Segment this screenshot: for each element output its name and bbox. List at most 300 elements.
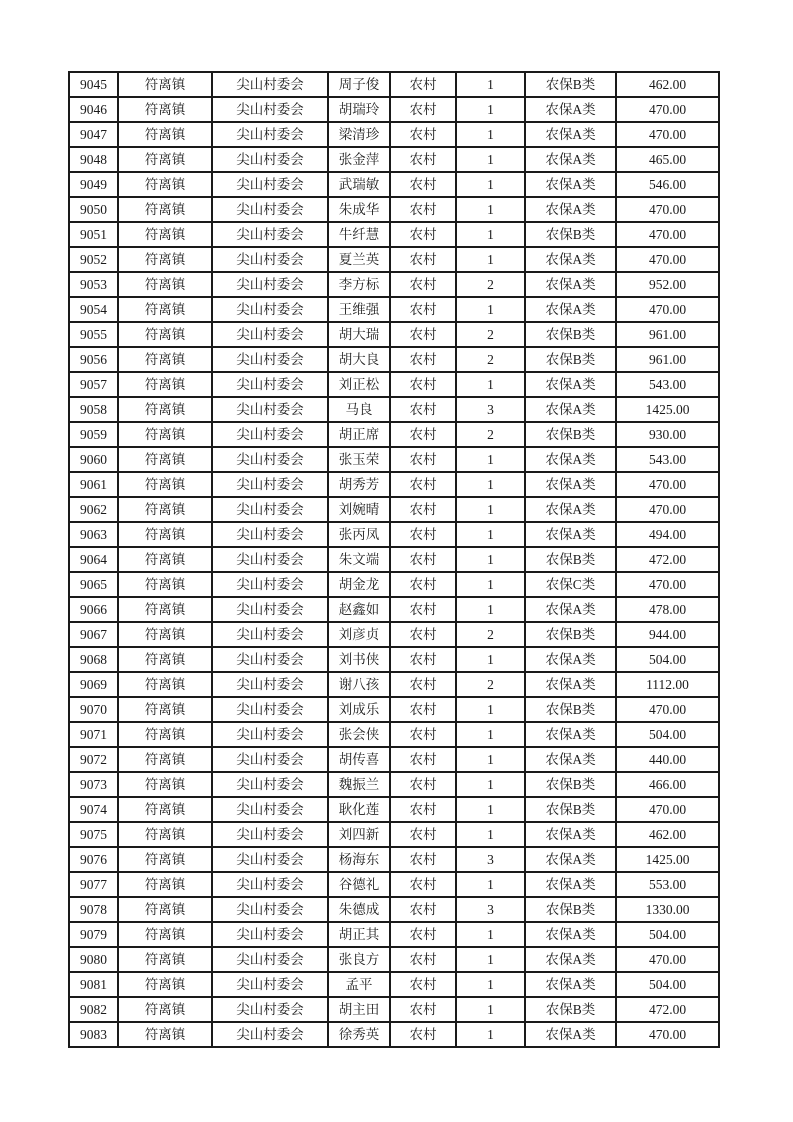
cell-person-name: 夏兰英: [328, 247, 390, 272]
cell-person-name: 谷德礼: [328, 872, 390, 897]
cell-person-name: 胡金龙: [328, 572, 390, 597]
cell-serial-number: 9083: [69, 1022, 118, 1047]
cell-insurance-category: 农保C类: [525, 572, 616, 597]
cell-residence-type: 农村: [390, 172, 456, 197]
cell-insurance-category: 农保B类: [525, 772, 616, 797]
table-row: [69, 397, 719, 422]
cell-amount: 470.00: [616, 122, 719, 147]
cell-village-committee: 尖山村委会: [212, 922, 328, 947]
cell-serial-number: 9047: [69, 122, 118, 147]
cell-residence-type: 农村: [390, 647, 456, 672]
cell-serial-number: 9048: [69, 147, 118, 172]
cell-residence-type: 农村: [390, 497, 456, 522]
cell-insurance-category: 农保A类: [525, 872, 616, 897]
cell-insurance-category: 农保A类: [525, 822, 616, 847]
cell-serial-number: 9077: [69, 872, 118, 897]
cell-serial-number: 9070: [69, 697, 118, 722]
cell-person-name: 张丙凤: [328, 522, 390, 547]
cell-person-name: 刘四新: [328, 822, 390, 847]
cell-insurance-category: 农保A类: [525, 672, 616, 697]
cell-village-committee: 尖山村委会: [212, 747, 328, 772]
cell-amount: 472.00: [616, 547, 719, 572]
cell-town: 符离镇: [118, 947, 212, 972]
cell-village-committee: 尖山村委会: [212, 122, 328, 147]
cell-village-committee: 尖山村委会: [212, 172, 328, 197]
cell-amount: 470.00: [616, 472, 719, 497]
cell-town: 符离镇: [118, 847, 212, 872]
cell-town: 符离镇: [118, 297, 212, 322]
cell-village-committee: 尖山村委会: [212, 597, 328, 622]
cell-headcount: 1: [456, 597, 525, 622]
cell-serial-number: 9066: [69, 597, 118, 622]
cell-amount: 546.00: [616, 172, 719, 197]
cell-person-name: 李方标: [328, 272, 390, 297]
cell-town: 符离镇: [118, 747, 212, 772]
cell-village-committee: 尖山村委会: [212, 622, 328, 647]
cell-person-name: 胡传喜: [328, 747, 390, 772]
cell-person-name: 张会侠: [328, 722, 390, 747]
cell-residence-type: 农村: [390, 447, 456, 472]
cell-person-name: 胡正其: [328, 922, 390, 947]
cell-headcount: 1: [456, 872, 525, 897]
table-row: [69, 572, 719, 597]
table-row: [69, 422, 719, 447]
cell-amount: 470.00: [616, 947, 719, 972]
cell-headcount: 1: [456, 647, 525, 672]
cell-serial-number: 9053: [69, 272, 118, 297]
table-row: [69, 72, 719, 97]
table-row: [69, 197, 719, 222]
cell-serial-number: 9072: [69, 747, 118, 772]
cell-person-name: 武瑞敏: [328, 172, 390, 197]
cell-amount: 504.00: [616, 722, 719, 747]
cell-insurance-category: 农保B类: [525, 222, 616, 247]
cell-residence-type: 农村: [390, 397, 456, 422]
cell-town: 符离镇: [118, 672, 212, 697]
cell-amount: 504.00: [616, 972, 719, 997]
cell-amount: 470.00: [616, 572, 719, 597]
cell-serial-number: 9045: [69, 72, 118, 97]
cell-serial-number: 9076: [69, 847, 118, 872]
cell-person-name: 刘正松: [328, 372, 390, 397]
cell-residence-type: 农村: [390, 672, 456, 697]
cell-residence-type: 农村: [390, 147, 456, 172]
cell-person-name: 刘成乐: [328, 697, 390, 722]
cell-residence-type: 农村: [390, 897, 456, 922]
table-row: [69, 747, 719, 772]
cell-village-committee: 尖山村委会: [212, 372, 328, 397]
table-body: [69, 72, 719, 1047]
cell-amount: 470.00: [616, 197, 719, 222]
cell-insurance-category: 农保A类: [525, 472, 616, 497]
cell-headcount: 1: [456, 72, 525, 97]
cell-village-committee: 尖山村委会: [212, 97, 328, 122]
table-row: [69, 847, 719, 872]
cell-headcount: 1: [456, 222, 525, 247]
cell-person-name: 王维强: [328, 297, 390, 322]
cell-residence-type: 农村: [390, 347, 456, 372]
cell-headcount: 1: [456, 922, 525, 947]
table-row: [69, 722, 719, 747]
cell-headcount: 1: [456, 247, 525, 272]
cell-person-name: 胡瑞玲: [328, 97, 390, 122]
cell-town: 符离镇: [118, 897, 212, 922]
table-row: [69, 1022, 719, 1047]
cell-serial-number: 9075: [69, 822, 118, 847]
cell-serial-number: 9067: [69, 622, 118, 647]
table-row: [69, 247, 719, 272]
cell-person-name: 朱文端: [328, 547, 390, 572]
cell-person-name: 胡大瑞: [328, 322, 390, 347]
cell-residence-type: 农村: [390, 297, 456, 322]
cell-village-committee: 尖山村委会: [212, 497, 328, 522]
cell-village-committee: 尖山村委会: [212, 997, 328, 1022]
table-row: [69, 522, 719, 547]
cell-amount: 470.00: [616, 497, 719, 522]
cell-village-committee: 尖山村委会: [212, 247, 328, 272]
table-row: [69, 622, 719, 647]
cell-person-name: 孟平: [328, 972, 390, 997]
cell-serial-number: 9063: [69, 522, 118, 547]
table-row: [69, 772, 719, 797]
cell-residence-type: 农村: [390, 747, 456, 772]
cell-headcount: 2: [456, 622, 525, 647]
cell-person-name: 朱德成: [328, 897, 390, 922]
cell-person-name: 谢八孩: [328, 672, 390, 697]
cell-headcount: 3: [456, 897, 525, 922]
cell-town: 符离镇: [118, 522, 212, 547]
cell-headcount: 1: [456, 472, 525, 497]
cell-town: 符离镇: [118, 147, 212, 172]
cell-residence-type: 农村: [390, 272, 456, 297]
cell-insurance-category: 农保A类: [525, 147, 616, 172]
table-row: [69, 497, 719, 522]
cell-person-name: 胡正席: [328, 422, 390, 447]
cell-headcount: 2: [456, 347, 525, 372]
table-row: [69, 922, 719, 947]
cell-insurance-category: 农保A类: [525, 297, 616, 322]
cell-residence-type: 农村: [390, 472, 456, 497]
cell-serial-number: 9050: [69, 197, 118, 222]
cell-insurance-category: 农保A类: [525, 922, 616, 947]
cell-village-committee: 尖山村委会: [212, 72, 328, 97]
cell-amount: 504.00: [616, 922, 719, 947]
cell-insurance-category: 农保B类: [525, 997, 616, 1022]
cell-person-name: 刘书侠: [328, 647, 390, 672]
cell-town: 符离镇: [118, 397, 212, 422]
cell-town: 符离镇: [118, 347, 212, 372]
cell-amount: 470.00: [616, 297, 719, 322]
cell-residence-type: 农村: [390, 247, 456, 272]
cell-amount: 470.00: [616, 797, 719, 822]
table-row: [69, 322, 719, 347]
table-row: [69, 697, 719, 722]
cell-serial-number: 9062: [69, 497, 118, 522]
cell-serial-number: 9068: [69, 647, 118, 672]
cell-residence-type: 农村: [390, 797, 456, 822]
cell-person-name: 张金萍: [328, 147, 390, 172]
cell-village-committee: 尖山村委会: [212, 947, 328, 972]
cell-insurance-category: 农保A类: [525, 197, 616, 222]
cell-village-committee: 尖山村委会: [212, 772, 328, 797]
cell-serial-number: 9065: [69, 572, 118, 597]
cell-amount: 1112.00: [616, 672, 719, 697]
cell-serial-number: 9082: [69, 997, 118, 1022]
cell-serial-number: 9058: [69, 397, 118, 422]
cell-village-committee: 尖山村委会: [212, 822, 328, 847]
cell-amount: 952.00: [616, 272, 719, 297]
cell-person-name: 张玉荣: [328, 447, 390, 472]
cell-residence-type: 农村: [390, 572, 456, 597]
cell-town: 符离镇: [118, 772, 212, 797]
cell-amount: 462.00: [616, 72, 719, 97]
cell-residence-type: 农村: [390, 322, 456, 347]
table-row: [69, 997, 719, 1022]
cell-headcount: 1: [456, 297, 525, 322]
cell-village-committee: 尖山村委会: [212, 672, 328, 697]
cell-insurance-category: 农保A类: [525, 372, 616, 397]
cell-serial-number: 9059: [69, 422, 118, 447]
cell-village-committee: 尖山村委会: [212, 1022, 328, 1047]
cell-insurance-category: 农保A类: [525, 172, 616, 197]
cell-residence-type: 农村: [390, 997, 456, 1022]
cell-headcount: 1: [456, 522, 525, 547]
cell-village-committee: 尖山村委会: [212, 722, 328, 747]
cell-insurance-category: 农保B类: [525, 622, 616, 647]
cell-headcount: 1: [456, 172, 525, 197]
cell-person-name: 牛纤慧: [328, 222, 390, 247]
table-row: [69, 947, 719, 972]
cell-insurance-category: 农保B类: [525, 697, 616, 722]
cell-amount: 1425.00: [616, 847, 719, 872]
cell-headcount: 1: [456, 547, 525, 572]
cell-headcount: 1: [456, 122, 525, 147]
table-row: [69, 172, 719, 197]
table-row: [69, 597, 719, 622]
cell-person-name: 周子俊: [328, 72, 390, 97]
cell-residence-type: 农村: [390, 597, 456, 622]
cell-village-committee: 尖山村委会: [212, 897, 328, 922]
cell-amount: 961.00: [616, 347, 719, 372]
cell-town: 符离镇: [118, 497, 212, 522]
cell-residence-type: 农村: [390, 422, 456, 447]
cell-town: 符离镇: [118, 272, 212, 297]
cell-village-committee: 尖山村委会: [212, 472, 328, 497]
cell-headcount: 1: [456, 572, 525, 597]
cell-town: 符离镇: [118, 97, 212, 122]
cell-serial-number: 9060: [69, 447, 118, 472]
cell-town: 符离镇: [118, 422, 212, 447]
cell-residence-type: 农村: [390, 722, 456, 747]
cell-town: 符离镇: [118, 172, 212, 197]
cell-insurance-category: 农保A类: [525, 722, 616, 747]
cell-town: 符离镇: [118, 247, 212, 272]
table-row: [69, 222, 719, 247]
cell-town: 符离镇: [118, 622, 212, 647]
cell-headcount: 1: [456, 197, 525, 222]
cell-insurance-category: 农保A类: [525, 397, 616, 422]
cell-residence-type: 农村: [390, 622, 456, 647]
cell-person-name: 赵鑫如: [328, 597, 390, 622]
cell-amount: 478.00: [616, 597, 719, 622]
cell-village-committee: 尖山村委会: [212, 297, 328, 322]
cell-headcount: 1: [456, 822, 525, 847]
cell-headcount: 1: [456, 947, 525, 972]
cell-person-name: 刘婉晴: [328, 497, 390, 522]
cell-town: 符离镇: [118, 322, 212, 347]
cell-person-name: 杨海东: [328, 847, 390, 872]
cell-insurance-category: 农保A类: [525, 597, 616, 622]
cell-headcount: 1: [456, 97, 525, 122]
cell-village-committee: 尖山村委会: [212, 447, 328, 472]
cell-amount: 472.00: [616, 997, 719, 1022]
cell-amount: 470.00: [616, 1022, 719, 1047]
cell-amount: 553.00: [616, 872, 719, 897]
cell-residence-type: 农村: [390, 847, 456, 872]
cell-amount: 462.00: [616, 822, 719, 847]
cell-amount: 470.00: [616, 222, 719, 247]
cell-serial-number: 9078: [69, 897, 118, 922]
cell-headcount: 1: [456, 722, 525, 747]
cell-amount: 465.00: [616, 147, 719, 172]
cell-insurance-category: 农保A类: [525, 447, 616, 472]
cell-serial-number: 9052: [69, 247, 118, 272]
cell-village-committee: 尖山村委会: [212, 872, 328, 897]
cell-headcount: 2: [456, 322, 525, 347]
table-row: [69, 872, 719, 897]
cell-serial-number: 9073: [69, 772, 118, 797]
cell-amount: 466.00: [616, 772, 719, 797]
cell-residence-type: 农村: [390, 547, 456, 572]
table-row: [69, 272, 719, 297]
cell-person-name: 马良: [328, 397, 390, 422]
cell-headcount: 1: [456, 797, 525, 822]
cell-residence-type: 农村: [390, 197, 456, 222]
cell-serial-number: 9055: [69, 322, 118, 347]
table-row: [69, 472, 719, 497]
cell-headcount: 2: [456, 422, 525, 447]
cell-headcount: 1: [456, 772, 525, 797]
cell-serial-number: 9079: [69, 922, 118, 947]
cell-headcount: 1: [456, 747, 525, 772]
cell-village-committee: 尖山村委会: [212, 222, 328, 247]
cell-headcount: 3: [456, 397, 525, 422]
cell-person-name: 张良方: [328, 947, 390, 972]
cell-town: 符离镇: [118, 997, 212, 1022]
cell-village-committee: 尖山村委会: [212, 847, 328, 872]
cell-headcount: 1: [456, 697, 525, 722]
cell-headcount: 1: [456, 372, 525, 397]
cell-town: 符离镇: [118, 647, 212, 672]
cell-serial-number: 9051: [69, 222, 118, 247]
cell-serial-number: 9061: [69, 472, 118, 497]
cell-amount: 930.00: [616, 422, 719, 447]
cell-town: 符离镇: [118, 972, 212, 997]
cell-person-name: 胡秀芳: [328, 472, 390, 497]
cell-insurance-category: 农保A类: [525, 122, 616, 147]
cell-village-committee: 尖山村委会: [212, 347, 328, 372]
cell-person-name: 胡主田: [328, 997, 390, 1022]
cell-headcount: 1: [456, 972, 525, 997]
cell-village-committee: 尖山村委会: [212, 422, 328, 447]
cell-town: 符离镇: [118, 1022, 212, 1047]
cell-residence-type: 农村: [390, 222, 456, 247]
cell-serial-number: 9081: [69, 972, 118, 997]
cell-headcount: 1: [456, 147, 525, 172]
cell-insurance-category: 农保A类: [525, 97, 616, 122]
cell-person-name: 梁清珍: [328, 122, 390, 147]
cell-town: 符离镇: [118, 222, 212, 247]
cell-town: 符离镇: [118, 372, 212, 397]
cell-town: 符离镇: [118, 122, 212, 147]
cell-town: 符离镇: [118, 447, 212, 472]
cell-headcount: 1: [456, 497, 525, 522]
cell-headcount: 2: [456, 272, 525, 297]
cell-residence-type: 农村: [390, 522, 456, 547]
cell-insurance-category: 农保B类: [525, 322, 616, 347]
cell-headcount: 1: [456, 1022, 525, 1047]
cell-town: 符离镇: [118, 822, 212, 847]
cell-insurance-category: 农保A类: [525, 847, 616, 872]
table-row: [69, 372, 719, 397]
cell-insurance-category: 农保B类: [525, 72, 616, 97]
cell-person-name: 胡大良: [328, 347, 390, 372]
cell-village-committee: 尖山村委会: [212, 272, 328, 297]
cell-amount: 944.00: [616, 622, 719, 647]
table-row: [69, 297, 719, 322]
cell-person-name: 耿化莲: [328, 797, 390, 822]
cell-amount: 470.00: [616, 247, 719, 272]
cell-residence-type: 农村: [390, 972, 456, 997]
cell-amount: 543.00: [616, 447, 719, 472]
cell-residence-type: 农村: [390, 772, 456, 797]
cell-residence-type: 农村: [390, 947, 456, 972]
table-row: [69, 647, 719, 672]
cell-town: 符离镇: [118, 797, 212, 822]
cell-amount: 440.00: [616, 747, 719, 772]
cell-amount: 470.00: [616, 97, 719, 122]
cell-residence-type: 农村: [390, 1022, 456, 1047]
cell-headcount: 2: [456, 672, 525, 697]
cell-residence-type: 农村: [390, 822, 456, 847]
cell-residence-type: 农村: [390, 72, 456, 97]
cell-serial-number: 9056: [69, 347, 118, 372]
cell-town: 符离镇: [118, 922, 212, 947]
table-row: [69, 347, 719, 372]
table-row: [69, 547, 719, 572]
cell-village-committee: 尖山村委会: [212, 547, 328, 572]
cell-serial-number: 9054: [69, 297, 118, 322]
cell-serial-number: 9071: [69, 722, 118, 747]
cell-residence-type: 农村: [390, 122, 456, 147]
cell-insurance-category: 农保A类: [525, 522, 616, 547]
cell-town: 符离镇: [118, 697, 212, 722]
cell-residence-type: 农村: [390, 922, 456, 947]
cell-insurance-category: 农保A类: [525, 247, 616, 272]
cell-town: 符离镇: [118, 722, 212, 747]
cell-serial-number: 9074: [69, 797, 118, 822]
cell-amount: 470.00: [616, 697, 719, 722]
cell-serial-number: 9069: [69, 672, 118, 697]
cell-amount: 504.00: [616, 647, 719, 672]
cell-village-committee: 尖山村委会: [212, 972, 328, 997]
cell-insurance-category: 农保A类: [525, 1022, 616, 1047]
table-row: [69, 672, 719, 697]
cell-village-committee: 尖山村委会: [212, 397, 328, 422]
cell-person-name: 徐秀英: [328, 1022, 390, 1047]
cell-insurance-category: 农保B类: [525, 422, 616, 447]
cell-insurance-category: 农保B类: [525, 547, 616, 572]
